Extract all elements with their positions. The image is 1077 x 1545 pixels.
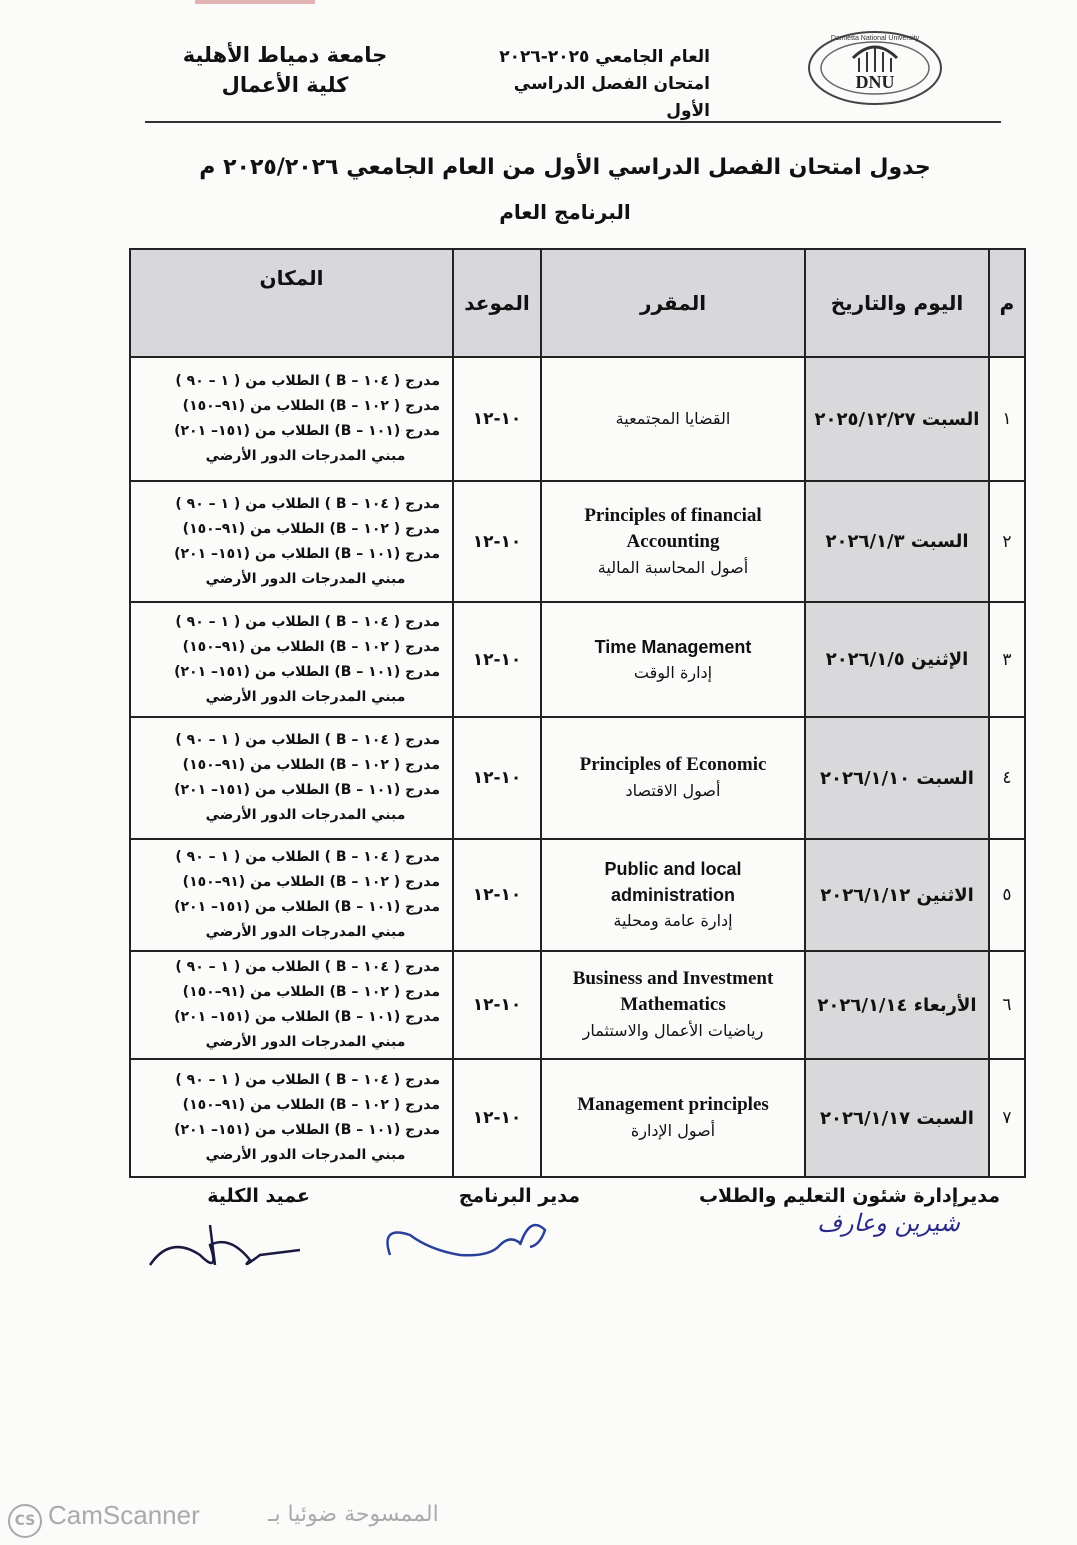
place-hall: مدرج ( ١٠٤ – B ) الطلاب من ( ١ – ٩٠ ) (175, 732, 440, 748)
camscanner-text: CamScanner (48, 1500, 200, 1530)
header-date: اليوم والتاريخ (805, 249, 989, 357)
place-hall: مدرج ( ١٠٤ – B ) الطلاب من ( ١ – ٩٠ ) (175, 849, 440, 865)
row-date: السبت ٢٠٢٥/١٢/٢٧ (805, 357, 989, 481)
place-hall: مدرج (١٠١ – B) الطلاب من (١٥١– ٢٠١) (174, 899, 440, 915)
place-hall: مدرج ( ١٠٢ – B) الطلاب من (٩١–١٥٠) (182, 1097, 440, 1113)
place-hall: مدرج ( ١٠٢ – B) الطلاب من (٩١–١٥٠) (182, 757, 440, 773)
header-divider (145, 121, 1001, 123)
table-header-row (130, 249, 1025, 357)
place-hall: مدرج (١٠١ – B) الطلاب من (١٥١– ٢٠١) (174, 1009, 440, 1025)
row-place (130, 839, 453, 951)
row-number: ٧ (989, 1059, 1025, 1177)
row-number: ٣ (989, 602, 1025, 717)
row-place (130, 602, 453, 717)
row-date: الاثنين ٢٠٢٦/١/١٢ (805, 839, 989, 951)
program-director-signature (370, 1205, 570, 1285)
row-number: ٤ (989, 717, 1025, 839)
table-body (130, 357, 1025, 1177)
table-row (130, 717, 1025, 839)
row-number: ٢ (989, 481, 1025, 602)
university-block (170, 40, 400, 100)
row-time: ١٠-١٢ (453, 602, 541, 717)
dean-label: عميد الكلية (207, 1185, 310, 1207)
row-date: السبت ٢٠٢٦/١/١٠ (805, 717, 989, 839)
course-name-ar: أصول الاقتصاد (625, 781, 721, 800)
row-course (541, 602, 805, 717)
row-place (130, 357, 453, 481)
row-place (130, 481, 453, 602)
place-building: مبني المدرجات الدور الأرضي (205, 448, 406, 464)
place-hall: مدرج (١٠١ – B) الطلاب من (١٥١– ٢٠١) (174, 782, 440, 798)
logo-letters: DNU (855, 72, 895, 92)
top-edge-mark (195, 0, 315, 4)
row-course (541, 481, 805, 602)
camscanner-arabic: الممسوحة ضوئيا بـ (268, 1502, 439, 1527)
table-row (130, 602, 1025, 717)
course-name-en: Management principles (577, 1094, 769, 1115)
row-number: ٦ (989, 951, 1025, 1059)
affairs-director-signature: شيرين وعارف (817, 1209, 960, 1237)
page-header (140, 28, 1010, 120)
place-hall: مدرج (١٠١ – B) الطلاب من (١٥١– ٢٠١) (174, 545, 440, 562)
row-place (130, 1059, 453, 1177)
scanner-watermark (8, 1500, 468, 1534)
place-hall: مدرج (١٠١ – B) الطلاب من (١٥١– ٢٠١) (174, 1122, 440, 1138)
header-course: المقرر (541, 249, 805, 357)
place-hall: مدرج ( ١٠٢ – B) الطلاب من (٩١–١٥٠) (182, 638, 440, 655)
signatures-block (130, 1185, 1000, 1305)
place-building: مبني المدرجات الدور الأرضي (205, 570, 406, 587)
program-subtitle: البرنامج العام (499, 200, 631, 224)
header-time: الموعد (453, 249, 541, 357)
place-hall: مدرج (١٠١ – B) الطلاب من (١٥١– ٢٠١) (174, 663, 440, 680)
exam-term: امتحان الفصل الدراسي الأول (513, 74, 710, 121)
course-name-ar: أصول الإدارة (630, 1121, 716, 1140)
row-course (541, 717, 805, 839)
row-course (541, 1059, 805, 1177)
place-hall: مدرج ( ١٠٢ – B) الطلاب من (٩١–١٥٠) (182, 398, 440, 414)
table-row (130, 481, 1025, 602)
place-hall: مدرج ( ١٠٢ – B) الطلاب من (٩١–١٥٠) (182, 984, 440, 1000)
place-hall: مدرج ( ١٠٤ – B ) الطلاب من ( ١ – ٩٠ ) (175, 959, 440, 975)
row-place (130, 951, 453, 1059)
course-name-en: Principles of financial Accounting (584, 504, 762, 552)
affairs-director-label: مديرإدارة شئون التعليم والطلاب (698, 1185, 1000, 1207)
course-name-en: Public and local administration (604, 859, 742, 905)
row-number: ١ (989, 357, 1025, 481)
place-hall: مدرج ( ١٠٤ – B ) الطلاب من ( ١ – ٩٠ ) (175, 613, 440, 630)
place-building: مبني المدرجات الدور الأرضي (205, 688, 406, 705)
row-course (541, 951, 805, 1059)
row-time: ١٠-١٢ (453, 357, 541, 481)
camscanner-badge: CS (8, 1504, 42, 1538)
row-time: ١٠-١٢ (453, 839, 541, 951)
academic-year-block (470, 44, 710, 125)
academic-year: العام الجامعي ٢٠٢٥-٢٠٢٦ (499, 47, 710, 67)
faculty-name: كلية الأعمال (221, 73, 349, 97)
place-building: مبني المدرجات الدور الأرضي (205, 1034, 406, 1050)
schedule-title: جدول امتحان الفصل الدراسي الأول من العام الجامعي ٢٠٢٥/٢٠٢٦ م (199, 155, 931, 180)
row-number: ٥ (989, 839, 1025, 951)
row-course (541, 357, 805, 481)
program-director-label: مدير البرنامج (458, 1185, 580, 1207)
course-name-en: Business and Investment Mathematics (572, 968, 774, 1015)
university-logo (805, 28, 945, 108)
row-time: ١٠-١٢ (453, 951, 541, 1059)
row-time: ١٠-١٢ (453, 717, 541, 839)
row-date: السبت ٢٠٢٦/١/٣ (805, 481, 989, 602)
logo-text: Damietta National University (830, 35, 920, 42)
table-row (130, 1059, 1025, 1177)
course-name-ar: إدارة الوقت (633, 662, 713, 682)
place-hall: مدرج ( ١٠٤ – B ) الطلاب من ( ١ – ٩٠ ) (175, 373, 440, 389)
course-name-en: Time Management (594, 636, 752, 657)
table-row (130, 839, 1025, 951)
place-building: مبني المدرجات الدور الأرضي (205, 807, 406, 823)
row-date: الأربعاء ٢٠٢٦/١/١٤ (805, 951, 989, 1059)
row-place (130, 717, 453, 839)
exam-schedule-table (129, 248, 1026, 1178)
place-hall: مدرج ( ١٠٢ – B) الطلاب من (٩١–١٥٠) (182, 520, 440, 537)
header-place: المكان (130, 249, 453, 357)
place-hall: مدرج ( ١٠٤ – B ) الطلاب من ( ١ – ٩٠ ) (175, 495, 440, 512)
header-num: م (989, 249, 1025, 357)
table-row (130, 357, 1025, 481)
place-building: مبني المدرجات الدور الأرضي (205, 924, 406, 940)
course-name-ar: أصول المحاسبة المالية (597, 557, 749, 577)
row-date: الإثنين ٢٠٢٦/١/٥ (805, 602, 989, 717)
table-row (130, 951, 1025, 1059)
course-name-en: Principles of Economic (579, 754, 767, 775)
place-hall: مدرج ( ١٠٢ – B) الطلاب من (٩١–١٥٠) (182, 874, 440, 890)
university-name: جامعة دمياط الأهلية (182, 43, 388, 67)
place-hall: مدرج ( ١٠٤ – B ) الطلاب من ( ١ – ٩٠ ) (175, 1072, 440, 1088)
place-hall: مدرج (١٠١ – B) الطلاب من (١٥١– ٢٠١) (174, 423, 440, 439)
course-name-ar: رياضيات الأعمال والاستثمار (582, 1021, 764, 1040)
place-building: مبني المدرجات الدور الأرضي (205, 1147, 406, 1163)
course-name-ar: القضايا المجتمعية (615, 409, 731, 428)
dean-signature (140, 1215, 320, 1295)
row-date: السبت ٢٠٢٦/١/١٧ (805, 1059, 989, 1177)
row-time: ١٠-١٢ (453, 1059, 541, 1177)
course-name-ar: إدارة عامة ومحلية (613, 911, 733, 930)
row-course (541, 839, 805, 951)
row-time: ١٠-١٢ (453, 481, 541, 602)
